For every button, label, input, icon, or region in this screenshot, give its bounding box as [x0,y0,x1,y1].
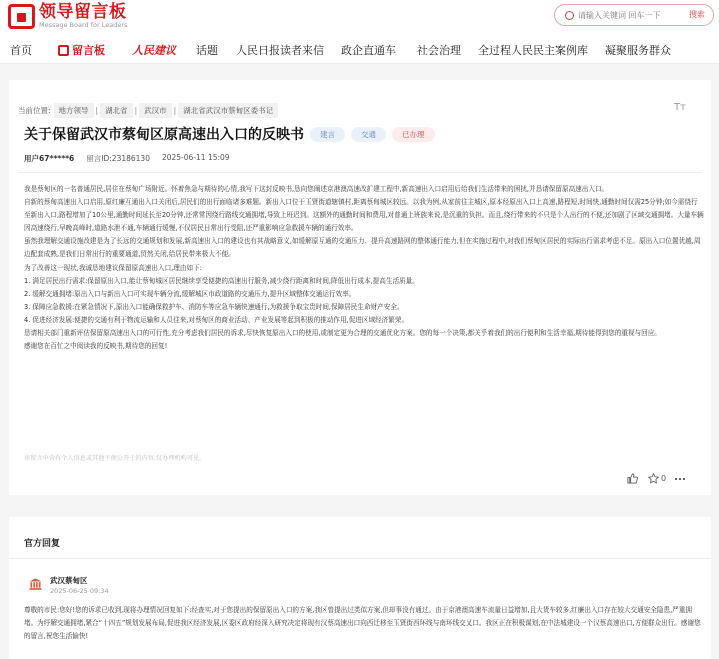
search-icon [565,11,574,20]
favorite-button[interactable] [648,473,666,484]
site-logo[interactable] [8,3,127,29]
message-board-icon [58,45,69,56]
post-paragraph: 虽然我理解交通设施改建是为了长远的交通规划和发展,新高速出入口的建设也有其战略意义,如缓解原互通的交通压力、提升高速路网的整体通行能力,但在实施过程中,对我们蔡甸区居民的实际出行需求考虑不足。原出入口位置优越,周边配套成熟,是我们日常出行的重要通道,贸然关闭,给居民带来极大不便。 [24,237,701,259]
search-box [554,4,714,26]
nav-topics[interactable]: 话题 [196,44,218,57]
breadcrumb-separator: | [134,105,138,115]
star-icon [648,473,659,484]
nav-people-suggestion[interactable]: 人民建议 [132,44,176,57]
reply-text: 尊敬的市民:您好!您的诉求已收到,现将办理情况回复如下:经查实,对于您提出的保留原出入口的方案,我区曾提出过类似方案,但却事没有通过。由于京港澳高速车流量日益增加,且大货车较多,红廉出入口存在较大交通安全隐患,严重拥堵。为纾解交通拥堵,紧合“十四五”规划发展布局,促进我区经济发展,区委区政府经深入研究决定将现有汉蔡高速出口向西迁移至玉贤街西环线与南环线交叉口。我区正在积极谋划,在中法城建设一个汉蔡高速出口,方便群众出行。感谢您的留言,祝您生活愉快! [24,606,701,640]
logo-icon [8,4,35,29]
post-paragraph: 我是蔡甸区的一名普通居民,居住在蔡甸广场附近。怀着焦急与期待的心情,我写下这封反映书,恳向您阐述京港澳高速改扩建工程中,新高速出入口启用后给我们生活带来的困扰,并恳请保留原高速出入口。 [24,185,609,193]
breadcrumb-item[interactable]: 地方领导 [54,103,94,118]
reply-time: 2025-06-25 09:34 [50,587,109,595]
nav-serve-masses[interactable]: 凝聚服务群众 [605,44,671,57]
post-paragraph: 1. 满足居民出行需求:保留原出入口,能让蔡甸城区居民继续享受便捷的高速出行服务,减少绕行距离和时间,降低出行成本,提高生活质量。 [24,276,419,285]
post-paragraph: 感谢您在百忙之中阅读我的反映书,期待您的回复! [24,342,168,351]
post-paragraph: 2. 缓解交通拥堵:原出入口与新出入口可实现车辆分流,缓解城区市政道路的交通压力,提升区域整体交通运行效率。 [24,289,356,298]
nav-social-governance[interactable]: 社会治理 [417,44,461,57]
status-badge: 已办理 [392,127,435,142]
post-date: 2025-06-11 15:09 [161,153,230,162]
like-button[interactable] [627,473,640,484]
tag-suggestion: 建言 [310,127,345,142]
privacy-disclaimer: 该留言中含有个人信息或其他不便公开于的内容,仅办理机构可见。 [24,455,206,462]
top-bar [0,0,719,32]
logo-subtitle: Message Board for Leaders [39,21,128,29]
nav-gov-enterprise[interactable]: 政企直通车 [341,44,396,57]
page-title: 关于保留武汉市蔡甸区原高速出入口的反映书 [24,127,304,143]
post-message-id: 留言ID:23186130 [86,154,150,163]
main-nav [0,32,719,64]
more-icon [674,477,686,481]
post-paragraph: 3. 保障应急救援:在紧急情况下,原出入口能确保救护车、消防车等应急车辆快速通行,为救援争取宝贵时间,保障居民生命财产安全。 [24,302,404,311]
divider [18,172,702,173]
thumbs-up-icon [627,473,638,484]
post-paragraph: 为了改善这一现状,我诚恳地建议保留原高速出入口,理由如下: [24,263,202,272]
font-size-toggle-icon[interactable]: Tт [674,102,686,113]
post-paragraph: 4. 促进经济发展:便捷的交通有利于物流运输和人员往来,对蔡甸区的商业活动、产业发展等起到积极的推动作用,促进区域经济繁荣。 [24,315,409,324]
post-actions [627,473,696,484]
favorite-count: 0 [661,474,667,483]
logo-title: 领导留言板 [39,2,127,22]
reply-section-title: 官方回复 [24,539,61,549]
post-paragraph: 自新的蔡甸高速出入口启用,原红廉互通出入口关闭后,居民们的出行面临诸多难题。新出入口位于玉贤街道辖镇村,距离蔡甸城区较远。以我为例,从家前往主城区,原本经原出入口上高速,路程短,时间快,通勤时间仅需25分钟;如今需绕行至新出入口,路程增加了10公里,通勤时间延长至20分钟,还常常因绕行路线交通拥堵,导致上班迟到。这额外的通勤时间和费用,对普通上班族来说,是沉重的负担。而且,绕行带来的不只是个人出行的不便,还加剧了区域交通拥堵。大量车辆因高速绕行,早晚高峰时,道路水泄不通,车辆通行缓慢,不仅居民日常出行受阻,还严重影响应急救援车辆的通行效率。 [24,198,704,233]
breadcrumb-item[interactable]: 武汉市 [139,103,172,118]
nav-democracy-cases[interactable]: 全过程人民民主案例库 [478,44,588,57]
breadcrumb-separator: | [95,105,99,115]
post-user: 用户67*****6 [24,154,75,163]
breadcrumb-item[interactable]: 湖北省 [100,103,133,118]
government-building-icon [29,578,42,590]
search-input[interactable] [578,11,678,20]
nav-home[interactable]: 首页 [10,44,32,57]
reply-org-name: 武汉蔡甸区 [50,576,88,585]
breadcrumb [18,102,280,118]
title-row [24,124,435,144]
nav-message-board[interactable] [58,42,105,58]
nav-message-board-label: 留言板 [72,44,105,57]
post-paragraph: 恳请相关部门重新评估保留原高速出入口的可行性,充分考虑我们居民的诉求,尽快恢复原出入口的使用,或制定更为合理的交通优化方案。您的每一个决策,都关乎着我们的出行便利和生活幸福,期待能得到您的重视与回应。 [24,329,661,338]
search-button[interactable]: 搜索 [689,10,705,19]
more-button[interactable] [674,477,688,481]
breadcrumb-label: 当前位置: [18,105,51,115]
post-body [24,183,704,353]
breadcrumb-separator: | [173,105,177,115]
nav-reader-letters[interactable]: 人民日报读者来信 [236,44,324,57]
post-meta [24,153,242,164]
tag-traffic: 交通 [351,127,386,142]
divider [9,558,711,559]
breadcrumb-item[interactable]: 湖北省武汉市蔡甸区委书记 [178,103,278,118]
